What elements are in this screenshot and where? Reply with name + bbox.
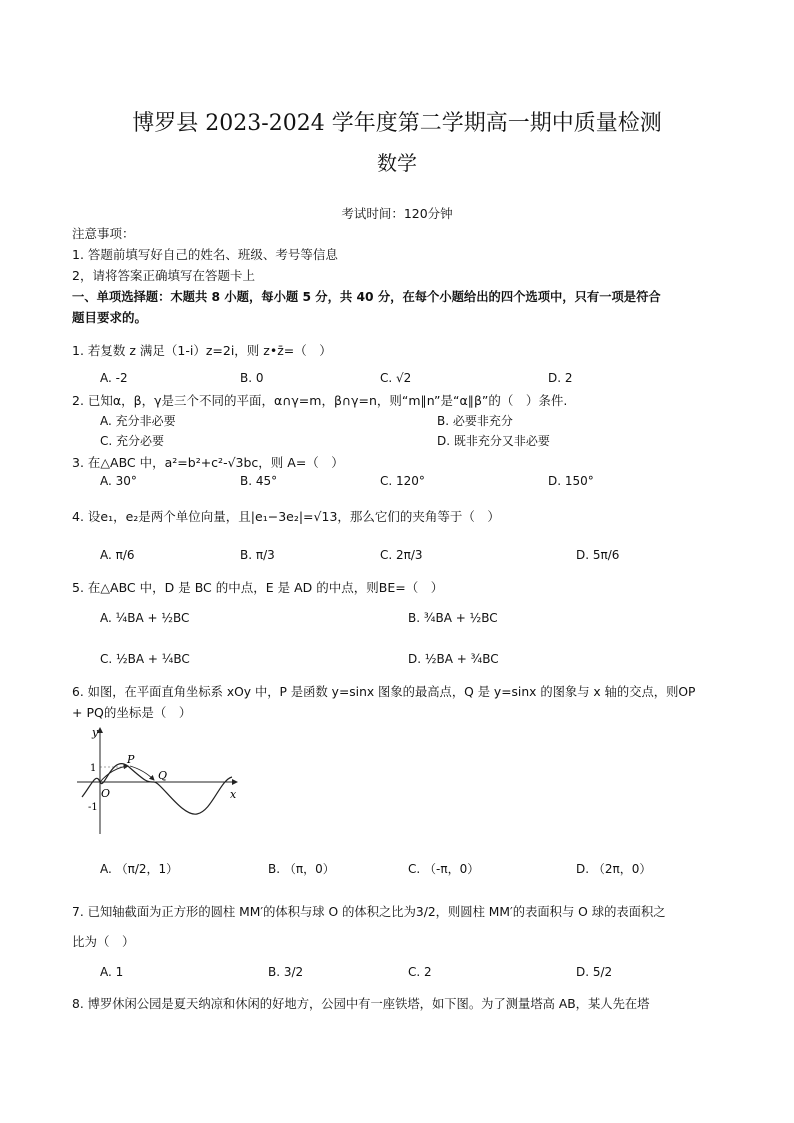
q5-stem: 5. 在△ABC 中，D 是 BC 的中点，E 是 AD 的中点，则BE=（ ）	[72, 580, 444, 595]
vector-op	[100, 766, 128, 782]
q2-option-d: D. 既非充分又非必要	[437, 434, 550, 448]
q6-option-a: A. （π/2，1）	[100, 862, 179, 876]
q1-option-c: C. √2	[380, 371, 412, 385]
note-item: 2，请将答案正确填写在答题卡上	[72, 268, 255, 283]
note-item: 1. 答题前填写好自己的姓名、班级、考号等信息	[72, 247, 338, 262]
q4-option-b: B. π/3	[240, 548, 275, 562]
x-label: x	[230, 788, 237, 801]
section-heading: 一、单项选择题：木题共 8 小题，每小题 5 分，共 40 分，在每个小题给出的四个选项中，只有一项是符合	[72, 290, 661, 304]
exam-title: 博罗县 2023-2024 学年度第二学期高一期中质量检测	[132, 111, 662, 136]
origin-label: O	[101, 787, 111, 800]
q2-option-b: B. 必要非充分	[437, 414, 513, 428]
q2-option-a: A. 充分非必要	[100, 414, 176, 428]
q5-option-d: D. ½BA + ¾BC	[408, 652, 499, 666]
one-label: 1	[90, 763, 97, 774]
q7-option-a: A. 1	[100, 965, 124, 979]
q1-stem: 1. 若复数 z 满足（1-i）z=2i，则 z•z̄=（ ）	[72, 343, 332, 358]
q7-option-c: C. 2	[408, 965, 432, 979]
neg-one-label: -1	[88, 802, 98, 813]
q-label: Q	[158, 769, 168, 782]
q3-option-c: C. 120°	[380, 474, 425, 488]
q1-option-a: A. -2	[100, 371, 128, 385]
q3-option-a: A. 30°	[100, 474, 137, 488]
sine-graph	[72, 722, 247, 837]
q6-option-d: D. （2π，0）	[576, 862, 652, 876]
q2-stem: 2. 已知α，β，γ是三个不同的平面，α∩γ=m，β∩γ=n，则“m∥n”是“α∥β”的（ ）条件.	[72, 393, 568, 408]
notes-heading: 注意事项：	[72, 226, 135, 241]
q2-option-c: C. 充分必要	[100, 434, 165, 448]
q4-option-a: A. π/6	[100, 548, 135, 562]
q7-stem-cont: 比为（ ）	[72, 934, 135, 949]
q8-stem: 8. 博罗休闲公园是夏天纳凉和休闲的好地方，公园中有一座铁塔，如下图。为了测量塔高 AB，某人先在塔	[72, 997, 650, 1011]
q6-stem-cont: + PQ的坐标是（ ）	[72, 705, 192, 720]
q5-option-c: C. ½BA + ¼BC	[100, 652, 190, 666]
q1-option-d: D. 2	[548, 371, 573, 385]
q6-stem: 6. 如图，在平面直角坐标系 xOy 中，P 是函数 y=sinx 图象的最高点，Q 是 y=sinx 的图象与 x 轴的交点，则OP	[72, 685, 696, 699]
q3-stem: 3. 在△ABC 中，a²=b²+c²-√3bc，则 A=（ ）	[72, 455, 344, 470]
section-heading-cont: 题目要求的。	[72, 310, 148, 325]
q7-option-d: D. 5/2	[576, 965, 613, 979]
q4-stem: 4. 设e₁，e₂是两个单位向量，且|e₁−3e₂|=√13，那么它们的夹角等于（ ）	[72, 509, 500, 524]
q1-option-b: B. 0	[240, 371, 264, 385]
q4-option-c: C. 2π/3	[380, 548, 423, 562]
subject-title: 数学	[377, 151, 417, 175]
exam-time: 考试时间：120分钟	[341, 206, 453, 221]
q6-option-b: B. （π，0）	[268, 862, 335, 876]
p-label: P	[127, 753, 135, 766]
q4-option-d: D. 5π/6	[576, 548, 620, 562]
q5-option-b: B. ¾BA + ½BC	[408, 611, 498, 625]
y-label: y	[92, 726, 99, 739]
q7-stem: 7. 已知轴截面为正方形的圆柱 MM′的体积与球 O 的体积之比为3/2，则圆柱 MM′的表面积与 O 球的表面积之	[72, 905, 666, 919]
q7-option-b: B. 3/2	[268, 965, 304, 979]
q5-option-a: A. ¼BA + ½BC	[100, 611, 190, 625]
q3-option-d: D. 150°	[548, 474, 594, 488]
q3-option-b: B. 45°	[240, 474, 278, 488]
q6-option-c: C. （-π，0）	[408, 862, 480, 876]
